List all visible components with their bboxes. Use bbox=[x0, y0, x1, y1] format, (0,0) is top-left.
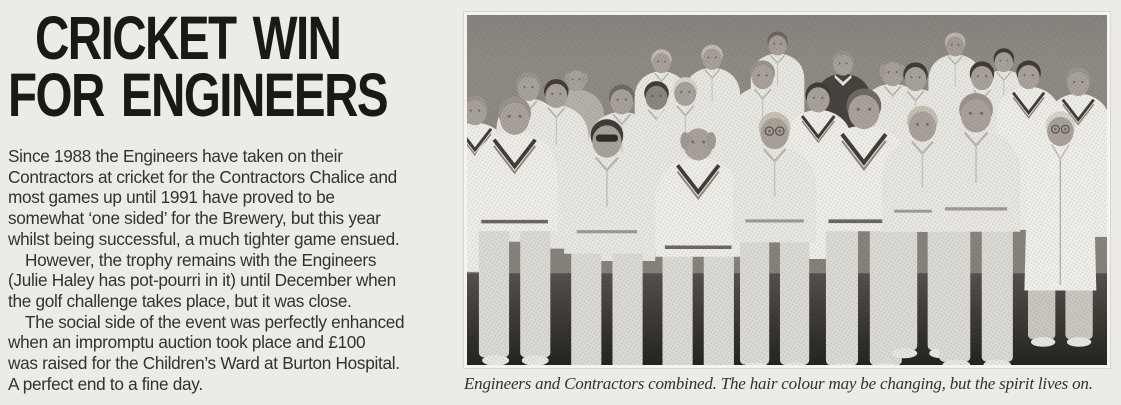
body-line: was raised for the Children’s Ward at Burton Hospital. bbox=[8, 353, 400, 374]
body-line: The social side of the event was perfectly enhanced bbox=[25, 311, 405, 332]
team-photo-illustration bbox=[467, 15, 1107, 365]
body-line: Contractors at cricket for the Contractors Chalice and bbox=[8, 166, 397, 187]
body-line: somewhat ‘one sided’ for the Brewery, but this year bbox=[8, 208, 381, 229]
headline-line-1: CRICKET WIN bbox=[35, 4, 341, 72]
photo-caption: Engineers and Contractors combined. The hair colour may be changing, but the spirit lives on. bbox=[464, 374, 1093, 393]
body-line: the golf challenge takes place, but it was close. bbox=[8, 290, 352, 311]
article-column bbox=[8, 0, 460, 405]
body-line: However, the trophy remains with the Engineers bbox=[25, 249, 377, 270]
top-vignette bbox=[467, 15, 1107, 66]
body-line: A perfect end to a fine day. bbox=[8, 373, 203, 394]
team-photo bbox=[464, 12, 1110, 368]
body-line: whilst being successful, a much tighter game ensued. bbox=[8, 228, 400, 249]
article-headline bbox=[8, 4, 494, 129]
headline-line-2: FOR ENGINEERS bbox=[8, 61, 388, 129]
halftone-overlay bbox=[467, 15, 1107, 365]
body-line: when an impromptu auction took place and £100 bbox=[8, 332, 366, 353]
article-body bbox=[8, 146, 404, 394]
body-line: Since 1988 the Engineers have taken on their bbox=[8, 146, 343, 166]
body-line: (Julie Haley has pot-pourri in it) until December when bbox=[8, 270, 396, 291]
photo-figure bbox=[464, 12, 1116, 394]
body-line: most games up until 1991 have proved to be bbox=[8, 187, 335, 208]
